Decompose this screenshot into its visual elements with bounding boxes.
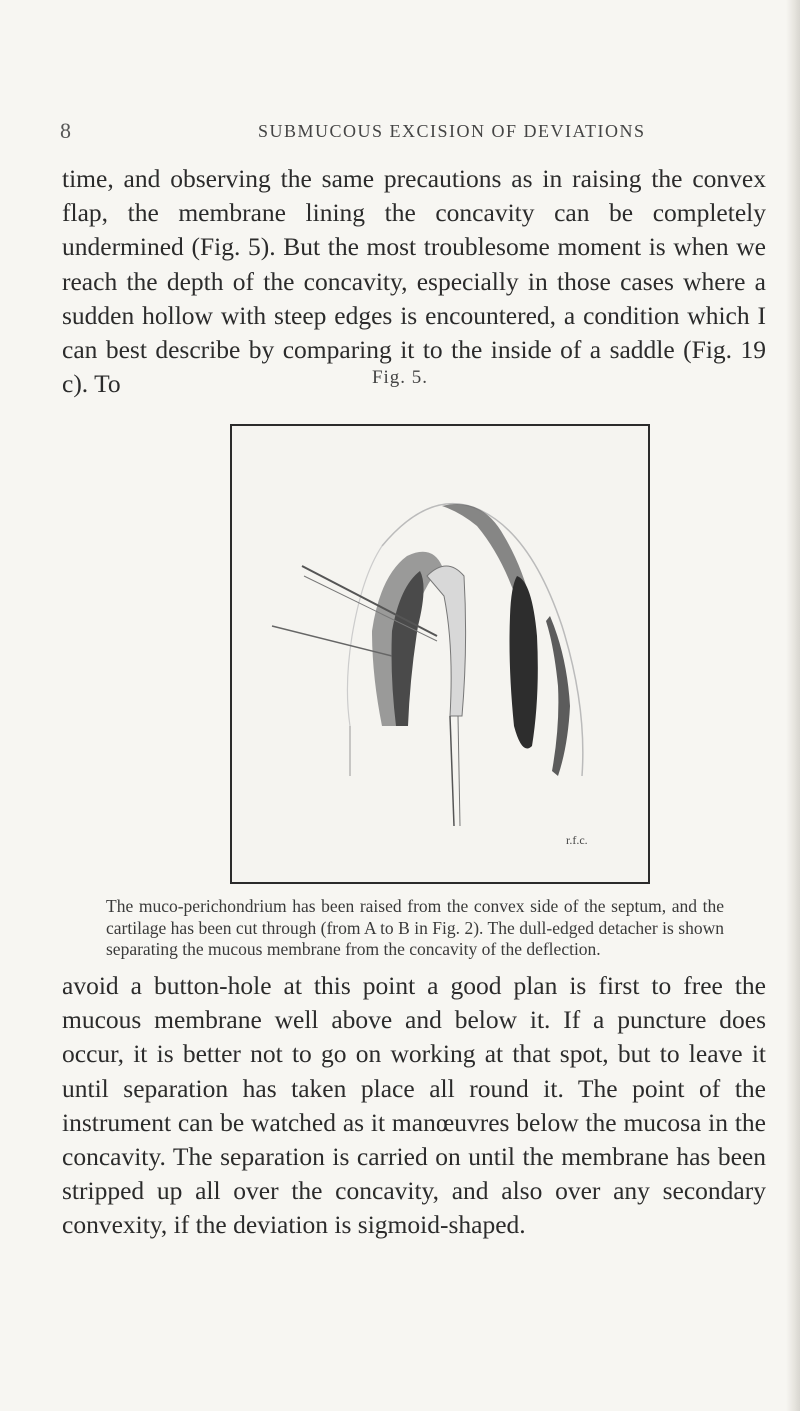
figure-illustration <box>230 424 650 884</box>
running-head-title: SUBMUCOUS EXCISION OF DEVIATIONS <box>258 121 646 141</box>
running-head <box>0 118 800 148</box>
page-edge-shadow <box>786 0 800 1411</box>
vertical-instrument-2 <box>458 716 460 826</box>
page-number: 8 <box>60 118 71 143</box>
septum-illustration <box>232 426 648 882</box>
figure-caption: The muco-perichondrium has been raised from the convex side of the septum, and the cartilage has been cut through (from A to B in Fig. 2). The dull-edged detacher is shown separating the mucous membrane from the concavity of the deflection. <box>106 896 724 959</box>
illustration-mark: r.f.c. <box>566 833 588 847</box>
vertical-instrument-1 <box>450 716 454 826</box>
figure-label: Fig. 5. <box>371 367 429 388</box>
septal-cartilage <box>427 566 466 716</box>
concavity <box>510 576 538 749</box>
body-paragraph-1: time, and observing the same precautions as in raising the convex flap, the membrane lining the concavity can be completely undermined (Fig. 5). But the most troublesome moment is when we reach the depth of the concavity, especially in those cases where a sudden hollow with steep edges is encountered, a condition which I can best describe by comparing it to the inside of a saddle (Fig. 19 c). To <box>62 164 766 399</box>
body-paragraph-2: avoid a button-hole at this point a good plan is first to free the mucous membrane well above and below it. If a puncture does occur, it is better not to go on working at that spot, but to leave it until separation has taken place all round it. The point of the instrument can be watched as it manœuvres below the mucosa in the concavity. The separation is carried on until the membrane has been stripped up all over the concavity, and also over any secondary convexity, if the deviation is sigmoid-shaped. <box>62 971 766 1240</box>
